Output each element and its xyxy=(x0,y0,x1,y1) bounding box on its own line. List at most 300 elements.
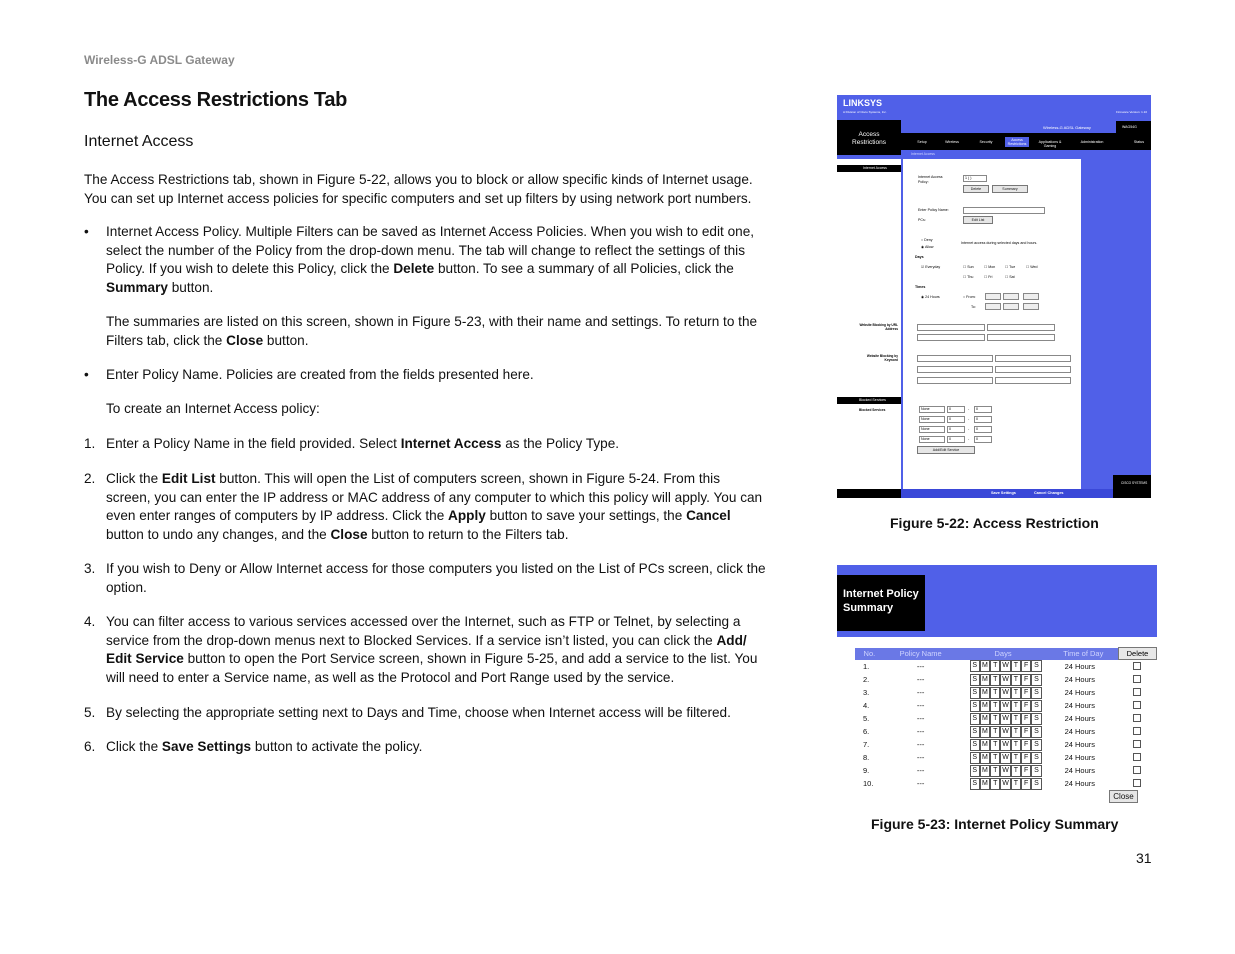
days-cell xyxy=(958,738,1049,751)
time-of-day: 24 Hours xyxy=(1064,779,1096,788)
service-select[interactable] xyxy=(919,416,945,423)
table-row xyxy=(855,777,1157,790)
day-box: W xyxy=(1000,674,1010,686)
day-box: T xyxy=(990,674,1000,686)
time-of-day: 24 Hours xyxy=(1064,675,1096,684)
bold-term: Close xyxy=(330,526,368,542)
tab-wireless[interactable]: Wireless xyxy=(945,140,959,144)
figure-5-23-caption: Figure 5-23: Internet Policy Summary xyxy=(871,816,1119,832)
text-line xyxy=(106,650,766,669)
day-box: S xyxy=(1031,674,1041,686)
url-input-1[interactable] xyxy=(917,324,985,331)
service-select[interactable] xyxy=(919,426,945,433)
row-number: 1. xyxy=(863,661,870,671)
day-box: F xyxy=(1021,713,1031,725)
range-dash: - xyxy=(968,417,970,421)
product-name: Wireless-G ADSL Gateway xyxy=(1043,125,1091,130)
day-box: T xyxy=(1011,765,1021,777)
time-of-day: 24 Hours xyxy=(1064,661,1096,671)
text-line xyxy=(106,507,766,526)
time-of-day: 24 Hours xyxy=(1064,766,1096,775)
port-start-input[interactable] xyxy=(947,426,965,433)
col-header-delete: Delete xyxy=(1118,648,1156,660)
keyword-input-4[interactable] xyxy=(995,366,1071,373)
delete-cell xyxy=(1118,673,1156,686)
table-row xyxy=(855,764,1157,777)
step-number: 2. xyxy=(84,471,96,486)
text-line: The summaries are listed on this screen, shown in Figure 5-23, with their name and settings. To return to the xyxy=(106,313,758,329)
day-checkbox-thu[interactable] xyxy=(963,275,973,279)
delete-checkbox[interactable] xyxy=(1133,688,1141,696)
text-segment: Enter a Policy Name in the field provided. Select xyxy=(106,436,401,451)
day-box: T xyxy=(990,713,1000,725)
table-row xyxy=(855,712,1157,725)
delete-cell xyxy=(1118,764,1156,777)
tab-applications-gaming[interactable]: Applications & Gaming xyxy=(1038,140,1062,148)
text-line: Internet Access Policy. Multiple Filters can be saved as Internet Access Policies. When you wish to edit one, xyxy=(106,224,755,239)
delete-cell xyxy=(1118,699,1156,712)
tab-setup[interactable]: Setup xyxy=(917,140,927,144)
day-checkbox-sat[interactable] xyxy=(1005,275,1015,279)
port-value: 0 xyxy=(976,437,978,441)
to-hour-select[interactable] xyxy=(985,303,1001,310)
from-minute-select[interactable] xyxy=(1003,293,1019,300)
from-ampm-select[interactable] xyxy=(1023,293,1039,300)
policy-label: Internet Access Policy: xyxy=(918,175,943,184)
text-line xyxy=(106,632,766,651)
delete-cell xyxy=(1118,725,1156,738)
day-checkbox-wed[interactable] xyxy=(1026,265,1038,269)
day-box: S xyxy=(1031,752,1041,764)
delete-checkbox[interactable] xyxy=(1133,675,1141,683)
policy-name: --- xyxy=(916,753,925,762)
subtab-internet-access[interactable]: Internet Access xyxy=(911,152,935,156)
text-line: You can filter access to various services accessed over the Internet, such as FTP or Telnet, by selecting a xyxy=(106,614,741,629)
times-label: Times xyxy=(915,285,926,289)
policy-name: --- xyxy=(916,675,925,684)
day-box: F xyxy=(1021,674,1031,686)
to-ampm-select[interactable] xyxy=(1023,303,1039,310)
access-note: Internet access during selected days and hours. xyxy=(961,241,1038,245)
time-of-day: 24 Hours xyxy=(1064,701,1096,710)
delete-cell xyxy=(1118,660,1156,674)
day-box: S xyxy=(970,660,980,672)
day-box: S xyxy=(970,765,980,777)
policy-name: --- xyxy=(916,701,925,710)
port-value: 0 xyxy=(949,437,951,441)
day-box: T xyxy=(1011,687,1021,699)
day-box: W xyxy=(1000,778,1010,790)
port-value: 0 xyxy=(976,427,978,431)
text-segment: button to return to the Filters tab. xyxy=(367,526,569,542)
day-box: T xyxy=(990,752,1000,764)
linksys-logo: LINKSYS xyxy=(843,98,883,108)
keyword-input-5[interactable] xyxy=(917,377,993,384)
bold-term: Save Settings xyxy=(161,739,252,754)
day-box: S xyxy=(1031,700,1041,712)
summary-title-line2: Summary xyxy=(843,602,894,614)
keyword-input-3[interactable] xyxy=(917,366,993,373)
service-select[interactable] xyxy=(919,436,945,443)
port-start-input[interactable] xyxy=(947,416,965,423)
text-line: To create an Internet Access policy: xyxy=(106,400,320,416)
text-line xyxy=(106,435,766,454)
day-box: M xyxy=(980,674,990,686)
policy-name: --- xyxy=(916,740,925,749)
text-line xyxy=(106,738,766,757)
port-end-input[interactable] xyxy=(974,416,992,423)
delete-button[interactable]: Delete xyxy=(963,185,989,193)
side-label-url: Website Blocking by URL Address xyxy=(859,323,898,331)
policy-name: --- xyxy=(916,661,925,671)
day-box: T xyxy=(990,687,1000,699)
text-line xyxy=(106,470,766,489)
row-number: 3. xyxy=(863,688,870,697)
tab-access-restrictions[interactable]: Access Restrictions xyxy=(1005,137,1029,147)
running-header: Wireless-G ADSL Gateway xyxy=(84,53,235,67)
delete-checkbox[interactable] xyxy=(1133,662,1141,670)
day-box: S xyxy=(1031,713,1041,725)
internet-policy-summary-screenshot xyxy=(837,565,1157,808)
checkbox-icon: ☐ xyxy=(1005,275,1010,279)
url-input-4[interactable] xyxy=(987,334,1055,341)
tab-status[interactable]: Status xyxy=(1133,140,1145,144)
delete-checkbox[interactable] xyxy=(1133,714,1141,722)
port-value: 0 xyxy=(949,427,951,431)
range-dash: - xyxy=(968,437,970,441)
delete-checkbox[interactable] xyxy=(1133,779,1141,787)
time-of-day: 24 Hours xyxy=(1064,714,1096,723)
days-cell xyxy=(958,686,1049,699)
access-restriction-screenshot xyxy=(837,95,1151,498)
port-value: 0 xyxy=(976,417,978,421)
day-label: Tue xyxy=(1009,265,1016,269)
save-settings-button[interactable]: Save Settings xyxy=(991,491,1016,495)
text-segment: service from the drop-down menus next to Blocked Services. If a service isn’t listed, you can click the xyxy=(106,632,717,648)
day-checkbox-sun[interactable] xyxy=(963,265,974,269)
day-box: F xyxy=(1021,778,1031,790)
port-end-input[interactable] xyxy=(974,406,992,413)
side-label-blocked-services: Blocked Services xyxy=(859,398,886,402)
section-subtitle: Internet Access xyxy=(84,133,194,150)
port-start-input[interactable] xyxy=(947,406,965,413)
day-box: T xyxy=(1011,752,1021,764)
day-box: S xyxy=(1031,726,1041,738)
day-box: F xyxy=(1021,700,1031,712)
day-box: M xyxy=(980,739,990,751)
day-box: S xyxy=(970,713,980,725)
step-number: 6. xyxy=(84,739,96,754)
day-box: T xyxy=(990,778,1000,790)
text-segment: Filters tab, click the xyxy=(106,332,227,348)
page-number: 31 xyxy=(1136,850,1152,866)
port-end-input[interactable] xyxy=(974,436,992,443)
text-segment: even enter ranges of computers by IP address. Click the xyxy=(106,508,449,524)
keyword-input-6[interactable] xyxy=(995,377,1071,384)
day-box: W xyxy=(1000,752,1010,764)
delete-cell xyxy=(1118,777,1156,790)
delete-checkbox[interactable] xyxy=(1133,701,1141,709)
day-box: T xyxy=(1011,739,1021,751)
summary-button[interactable]: Summary xyxy=(992,185,1028,193)
day-box: W xyxy=(1000,687,1010,699)
section-title: Access Restrictions xyxy=(852,131,886,146)
bold-term: Add/ xyxy=(716,632,747,648)
policy-name: --- xyxy=(916,766,925,775)
figure-5-22-caption: Figure 5-22: Access Restriction xyxy=(890,515,1099,531)
table-row xyxy=(855,699,1157,712)
url-input-3[interactable] xyxy=(917,334,985,341)
bold-term: Close xyxy=(226,332,264,348)
checkbox-icon: ☐ xyxy=(1005,265,1010,269)
text-line xyxy=(106,332,766,351)
policy-name: --- xyxy=(916,779,925,788)
delete-checkbox[interactable] xyxy=(1133,740,1141,748)
firmware-version: Firmware Version: 1.10 xyxy=(1116,110,1147,114)
cisco-logo: CISCO SYSTEMS xyxy=(1121,481,1148,485)
policy-name-input[interactable] xyxy=(963,207,1045,214)
model-name: WAG54G xyxy=(1122,125,1137,129)
days-cell xyxy=(958,712,1049,725)
day-box: T xyxy=(990,700,1000,712)
text-segment: button to activate the policy. xyxy=(251,739,423,754)
add-edit-service-button[interactable]: Add/Edit Service xyxy=(917,446,975,454)
text-segment: button to open the Port Service screen, shown in Figure 5-25, and add a service to the list. You xyxy=(183,651,758,667)
day-box: M xyxy=(980,687,990,699)
day-checkbox-mon[interactable] xyxy=(984,265,995,269)
service-select[interactable] xyxy=(919,406,945,413)
checkbox-icon: ☐ xyxy=(963,275,968,279)
text-line: will need to enter a Service name, as well as the Protocol and Port Range used by the service. xyxy=(106,669,675,685)
to-label: To: xyxy=(971,305,976,309)
tab-security[interactable]: Security xyxy=(979,140,993,144)
24-hours-radio[interactable]: ◉ 24 Hours xyxy=(921,295,940,299)
cisco-logo-box xyxy=(1113,475,1151,498)
text-segment: Click the xyxy=(106,471,162,486)
bold-term: Edit Service xyxy=(106,651,184,667)
delete-checkbox[interactable] xyxy=(1133,727,1141,735)
day-box: T xyxy=(1011,778,1021,790)
port-start-input[interactable] xyxy=(947,436,965,443)
day-box: S xyxy=(970,778,980,790)
everyday-checkbox[interactable]: ☑ Everyday xyxy=(921,265,941,269)
close-button[interactable]: Close xyxy=(1109,790,1138,803)
day-box: T xyxy=(1011,726,1021,738)
delete-cell xyxy=(1118,751,1156,764)
row-number: 6. xyxy=(863,727,870,736)
day-box: T xyxy=(990,726,1000,738)
from-radio[interactable]: ○ From: xyxy=(963,295,976,299)
day-checkbox-tue[interactable] xyxy=(1005,265,1015,269)
text-line: select the number of the Policy from the drop-down menu. The tab will change to reflect the settings of this xyxy=(106,242,745,258)
col-header-no-: No. xyxy=(855,648,884,660)
table-row xyxy=(855,751,1157,764)
bold-term: Delete xyxy=(393,261,435,277)
day-box: W xyxy=(1000,739,1010,751)
day-box: T xyxy=(990,765,1000,777)
day-box: W xyxy=(1000,765,1010,777)
day-box: W xyxy=(1000,726,1010,738)
row-number: 4. xyxy=(863,701,870,710)
text-segment: Click the xyxy=(106,739,162,754)
bold-term: Cancel xyxy=(686,508,731,524)
text-segment: Policy. If you wish to delete this Policy, click the xyxy=(106,261,394,277)
keyword-input-2[interactable] xyxy=(995,355,1071,362)
text-line: screen, you can enter the IP address or MAC address of any computer to which this policy will apply. You can xyxy=(106,489,763,505)
edit-list-button[interactable]: Edit List xyxy=(963,216,993,224)
day-box: W xyxy=(1000,700,1010,712)
text-segment: button to undo any changes, and the xyxy=(106,526,331,542)
text-line: option. xyxy=(106,579,147,595)
days-cell xyxy=(958,673,1049,686)
bold-term: Summary xyxy=(106,279,168,295)
text-segment: button. This will open the List of computers screen, shown in Figure 5-24. From this xyxy=(215,471,720,486)
linksys-subtitle: A Division of Cisco Systems, Inc. xyxy=(843,110,887,114)
day-label: Wed xyxy=(1030,265,1038,269)
day-box: F xyxy=(1021,765,1031,777)
service-select-value: None xyxy=(921,427,930,431)
text-segment: as the Policy Type. xyxy=(501,436,620,451)
day-box: S xyxy=(970,674,980,686)
bullet-symbol: • xyxy=(84,224,89,239)
step-number: 5. xyxy=(84,705,96,720)
deny-radio[interactable]: ○ Deny xyxy=(921,238,933,242)
row-number: 5. xyxy=(863,714,870,723)
day-box: S xyxy=(1031,778,1041,790)
port-value: 0 xyxy=(949,407,951,411)
col-header-days: Days xyxy=(958,648,1049,660)
from-hour-select[interactable] xyxy=(985,293,1001,300)
time-of-day: 24 Hours xyxy=(1064,688,1096,697)
tab-administration[interactable]: Administration xyxy=(1080,140,1104,144)
days-cell xyxy=(958,777,1049,790)
days-cell xyxy=(958,725,1049,738)
day-box: S xyxy=(1031,765,1041,777)
step-number: 1. xyxy=(84,436,96,451)
day-label: Sun xyxy=(967,265,974,269)
summary-title-line1: Internet Policy xyxy=(843,588,919,600)
text-segment: button to save your settings, the xyxy=(485,508,687,524)
day-box: F xyxy=(1021,726,1031,738)
day-box: M xyxy=(980,713,990,725)
service-select-value: None xyxy=(921,437,930,441)
row-number: 8. xyxy=(863,753,870,762)
day-box: W xyxy=(1000,660,1010,672)
policy-name: --- xyxy=(916,688,925,697)
policy-name-label: Enter Policy Name: xyxy=(918,208,949,212)
day-box: F xyxy=(1021,752,1031,764)
day-box: M xyxy=(980,765,990,777)
day-label: Sat xyxy=(1009,275,1015,279)
day-box: S xyxy=(970,700,980,712)
port-end-input[interactable] xyxy=(974,426,992,433)
blocked-services-label: Blocked Services xyxy=(859,408,886,412)
day-box: S xyxy=(970,739,980,751)
time-of-day: 24 Hours xyxy=(1064,753,1096,762)
day-box: T xyxy=(990,739,1000,751)
policy-select[interactable]: 1 ( ) xyxy=(963,175,987,182)
table-row xyxy=(855,660,1157,674)
side-label-keyword: Website Blocking by Keyword xyxy=(866,354,898,362)
checkbox-icon: ☐ xyxy=(963,265,968,269)
service-select-value: None xyxy=(921,417,930,421)
table-row xyxy=(855,686,1157,699)
table-row xyxy=(855,738,1157,751)
day-box: T xyxy=(1011,713,1021,725)
day-label: Mon xyxy=(988,265,996,269)
col-header-time-of-day: Time of Day xyxy=(1049,648,1119,660)
days-cell xyxy=(958,751,1049,764)
text-line xyxy=(106,260,766,279)
day-box: M xyxy=(980,752,990,764)
checkbox-icon: ☐ xyxy=(984,265,989,269)
policy-name: --- xyxy=(916,727,925,736)
day-box: T xyxy=(1011,674,1021,686)
day-box: S xyxy=(1031,687,1041,699)
day-checkbox-fri[interactable] xyxy=(984,275,992,279)
policy-summary-table xyxy=(855,647,1157,790)
page-title: The Access Restrictions Tab xyxy=(84,89,348,111)
col-header-policy-name: Policy Name xyxy=(884,648,958,660)
day-box: M xyxy=(980,726,990,738)
range-dash: - xyxy=(968,407,970,411)
port-value: 0 xyxy=(949,417,951,421)
keyword-input-1[interactable] xyxy=(917,355,993,362)
cancel-changes-button[interactable]: Cancel Changes xyxy=(1034,491,1064,495)
side-label-internet-access: Internet Access xyxy=(863,166,887,170)
text-line: By selecting the appropriate setting next to Days and Time, choose when Internet access will be filtered. xyxy=(106,705,731,720)
days-cell xyxy=(958,764,1049,777)
days-label: Days xyxy=(915,255,924,259)
bold-term: Internet Access xyxy=(400,436,502,451)
day-box: S xyxy=(1031,660,1041,672)
day-box: S xyxy=(970,752,980,764)
bold-term: Edit List xyxy=(161,471,216,486)
day-box: S xyxy=(970,687,980,699)
text-segment: button. xyxy=(263,332,309,348)
text-line: If you wish to Deny or Allow Internet access for those computers you listed on the List of PCs screen, click the xyxy=(106,561,766,576)
delete-cell xyxy=(1118,738,1156,751)
day-label: Thu xyxy=(967,275,974,279)
day-box: F xyxy=(1021,739,1031,751)
day-box: F xyxy=(1021,687,1031,699)
day-box: T xyxy=(1011,660,1021,672)
to-minute-select[interactable] xyxy=(1003,303,1019,310)
allow-radio[interactable]: ◉ Allow xyxy=(921,245,934,249)
bullet-symbol: • xyxy=(84,366,89,382)
summary-title-box xyxy=(837,575,925,631)
day-label: Fri xyxy=(988,275,993,279)
day-box: M xyxy=(980,700,990,712)
delete-checkbox[interactable] xyxy=(1133,766,1141,774)
url-input-2[interactable] xyxy=(987,324,1055,331)
checkbox-icon: ☐ xyxy=(984,275,989,279)
delete-cell xyxy=(1118,712,1156,725)
day-box: S xyxy=(1031,739,1041,751)
day-box: T xyxy=(1011,700,1021,712)
row-number: 7. xyxy=(863,740,870,749)
text-line: Enter Policy Name. Policies are created from the fields presented here. xyxy=(106,366,534,382)
row-number: 9. xyxy=(863,766,870,775)
text-line xyxy=(106,526,766,545)
table-row xyxy=(855,725,1157,738)
day-box: M xyxy=(980,778,990,790)
day-box: S xyxy=(970,726,980,738)
delete-checkbox[interactable] xyxy=(1133,753,1141,761)
time-of-day: 24 Hours xyxy=(1064,740,1096,749)
days-cell xyxy=(958,660,1049,674)
text-line: You can set up Internet access policies for specific computers and set up filters by using network port numbers. xyxy=(84,190,752,206)
